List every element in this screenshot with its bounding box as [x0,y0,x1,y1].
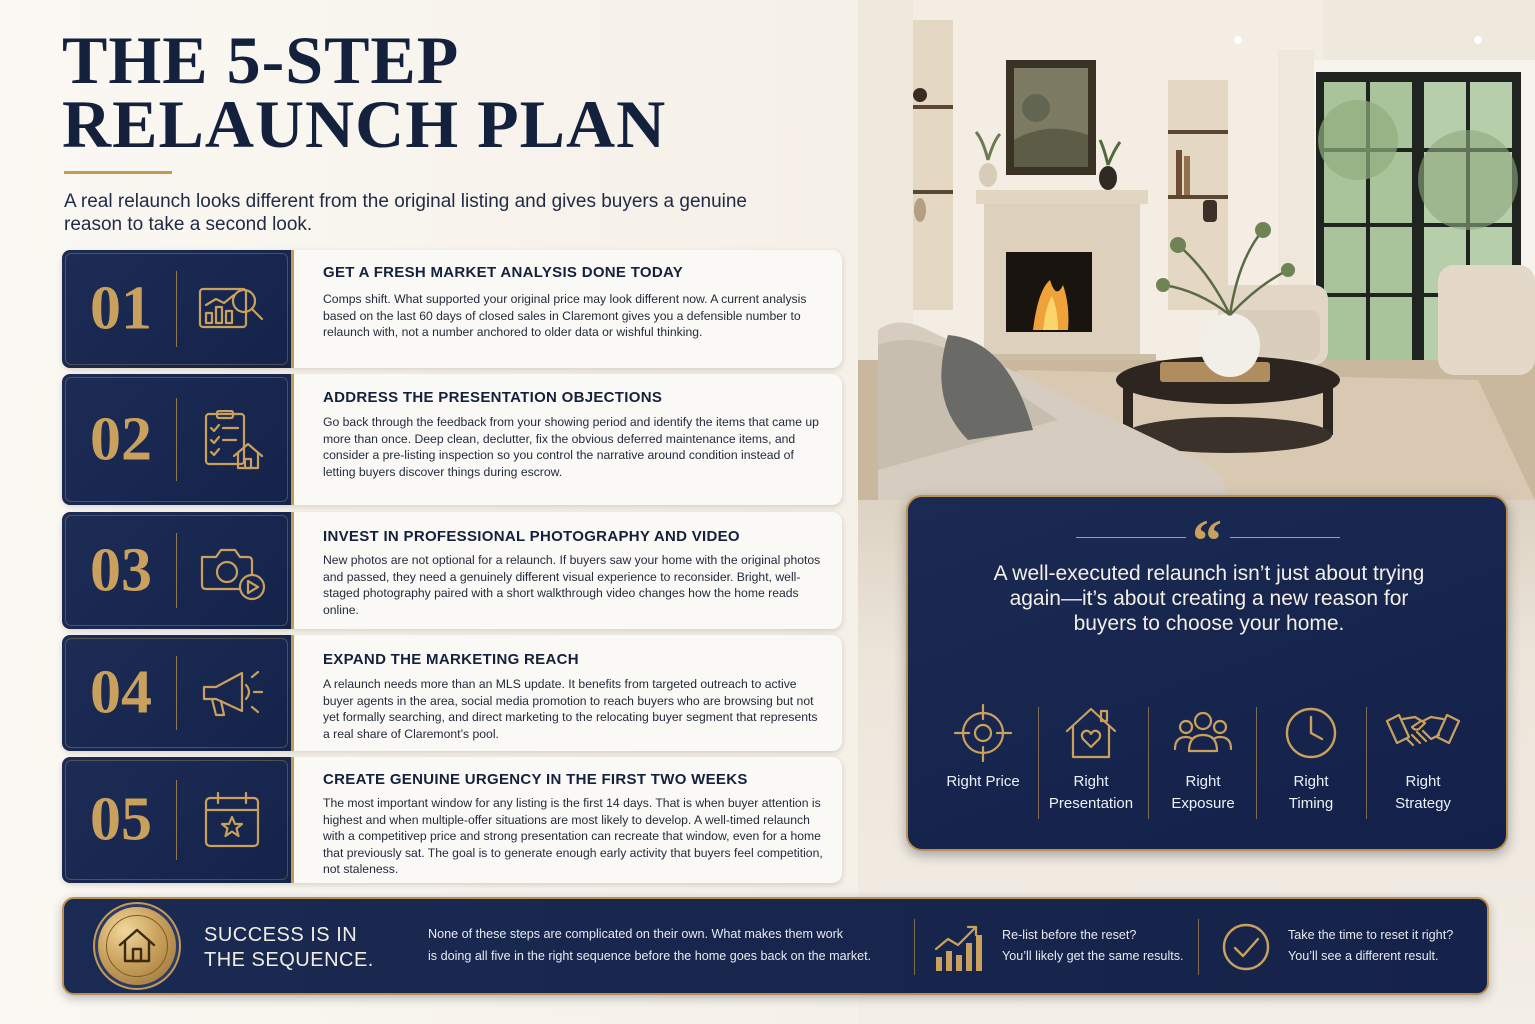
pillar-label-line-2: Presentation [1048,795,1134,812]
step-heading: ADDRESS THE PRESENTATION OBJECTIONS [323,389,663,406]
step-badge-divider [176,533,177,608]
footer-bar [62,897,1489,995]
step-heading: GET A FRESH MARKET ANALYSIS DONE TODAY [323,264,684,281]
home-icon [98,907,176,985]
living-room-photo [858,0,1535,500]
step-badge [62,635,294,751]
step-badge-divider [176,780,177,861]
step-card-04 [62,635,842,751]
step-badge [62,374,294,505]
step-number: 02 [90,405,152,473]
pillar-right-price [928,703,1038,793]
checklist-home-icon [196,410,268,470]
step-number: 05 [90,785,152,854]
megaphone-icon [196,663,268,723]
page-subtitle: A real relaunch looks different from the original listing and gives buyers a genuine reason to take a second look. [64,191,747,235]
footer-text-line-2: is doing all five in the right sequence before the home goes back on the market. [428,949,872,963]
footer-tip-line-2: You’ll see a different result. [1288,949,1439,963]
footer-tip-line-1: Re-list before the reset? [1002,928,1137,942]
target-icon [953,703,1013,763]
footer-text-line-1: None of these steps are complicated on their own. What makes them work [428,927,844,941]
step-body: The most important window for any listing is the first 14 days. That is when buyer attention is highest and when multiple-offer situations are most likely to develop. A well-timed relaunch with a competitivep price and strong presentation can recreate that window, even for a home that previously sat. The goal is to generate enough early activity that buyers feel competition, not staleness. [323,796,823,877]
quote-text: A well-executed relaunch isn’t just about trying again—it’s about creating a new reason for buyers to choose your home. [993,562,1425,635]
footer-divider [914,919,915,975]
step-card-02 [62,374,842,505]
step-number: 03 [90,536,152,604]
footer-tip-line-2: You’ll likely get the same results. [1002,949,1184,963]
pillar-label-line-1: Right [1185,773,1221,790]
step-badge-divider [176,271,177,347]
step-body: New photos are not optional for a relaunch. If buyers saw your home with the original photos and passed, they need a genuinely different visual experience to reconsider. Bright, well-staged photography paired with a short walkthrough video changes how the home reads online. [323,553,821,617]
quote-rule-right [1230,537,1340,538]
house-heart-icon [1061,703,1121,763]
step-badge-divider [176,398,177,482]
step-number: 04 [90,658,152,727]
step-card-05 [62,757,842,883]
quote-mark-icon: “ [1192,508,1222,574]
pillar-right-strategy [1368,703,1478,815]
living-room-illustration [858,0,1535,500]
clock-icon [1281,703,1341,763]
footer-tip-reset [1288,925,1453,967]
step-badge [62,250,294,368]
camera-video-icon [196,541,268,601]
calendar-star-icon [196,790,268,850]
step-heading: INVEST IN PROFESSIONAL PHOTOGRAPHY AND VIDEO [323,528,740,545]
pillar-label-line-1: Right [1405,773,1441,790]
pillar-label-line-1: Right Price [946,773,1020,790]
footer-medal [98,907,176,985]
page-title-line-2: RELAUNCH PLAN [62,86,667,162]
people-icon [1173,703,1233,763]
page-title-line-1: THE 5-STEP [62,22,460,98]
title-rule-divider [64,171,172,174]
pillar-label-line-1: Right [1293,773,1329,790]
footer-tip-relist [1002,925,1184,967]
pillar-label-line-2: Exposure [1171,795,1235,812]
footer-title-line-2: THE SEQUENCE. [204,949,374,971]
step-number: 01 [90,274,152,343]
pillar-right-timing [1256,703,1366,815]
step-body: Go back through the feedback from your showing period and identify the items that came up more than once. Deep clean, declutter, fix the obvious deferred maintenance items, and consider a pre-listing inspection so you control the narrative around condition instead of letting buyers discover things during escrow. [323,415,819,479]
pillar-label-line-1: Right [1073,773,1109,790]
pillar-right-exposure [1148,703,1258,815]
pillar-label [928,771,1038,793]
pillar-label-line-2: Strategy [1395,795,1451,812]
pillar-label [1256,771,1366,815]
footer-tip-line-1: Take the time to reset it right? [1288,928,1454,942]
step-card-03 [62,512,842,629]
step-heading: CREATE GENUINE URGENCY IN THE FIRST TWO WEEKS [323,771,748,788]
footer-divider [1198,919,1199,975]
pillar-divider [1366,707,1367,819]
footer-title-line-1: SUCCESS IS IN [204,924,358,946]
step-body: A relaunch needs more than an MLS update. It benefits from targeted outreach to active buyer agents in the area, social media promotion to reach buyers who are browsing but not yet formally searching, and direct marketing to the relocating buyer segment that represents a real share of Claremont’s pool. [323,677,818,741]
pillar-label [1368,771,1478,815]
step-heading: EXPAND THE MARKETING REACH [323,651,579,668]
checkmark-circle-icon [1220,921,1272,973]
growth-chart-icon [932,921,984,973]
market-analysis-icon [196,279,268,339]
step-card-01 [62,250,842,368]
pillar-label [1148,771,1258,815]
pillar-label [1036,771,1146,815]
step-badge [62,512,294,629]
step-badge [62,757,294,883]
footer-title [204,923,404,973]
step-body: Comps shift. What supported your original price may look different now. A current analysis based on the last 60 days of closed sales in Claremont gives you a defensible number to relaunch with, not a number anchored to older data or wishful thinking. [323,292,807,340]
handshake-icon [1385,703,1461,763]
quote-panel [906,495,1508,851]
step-badge-divider [176,656,177,730]
footer-text [428,923,908,967]
page-title [62,22,822,162]
pillar-right-presentation [1036,703,1146,815]
pillar-label-line-2: Timing [1288,795,1334,812]
